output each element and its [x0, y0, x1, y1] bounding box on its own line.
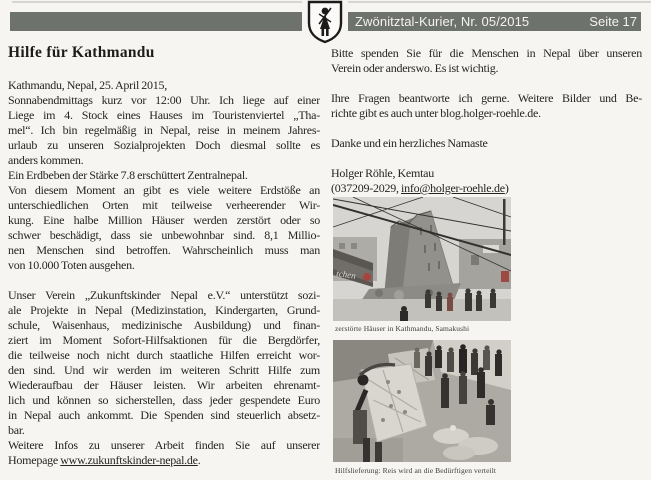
contact-phone: (037209-2029,	[331, 181, 401, 195]
left-column	[8, 44, 320, 468]
text-line: ziert im Moment Sofort-Hilfsaktionen für die Bergdörfer,	[8, 333, 320, 347]
homepage-suffix: .	[197, 453, 201, 467]
text-line: Sonnabendmittags kurz vor 12:00 Uhr. Ich liege auf einer	[8, 93, 320, 107]
signature-line: Holger Röhle, Kemtau	[331, 166, 434, 180]
text-line: richte gibt es auch unter blog.holger-roehle.de.	[331, 106, 541, 120]
contact-email-link[interactable]: info@holger-roehle.de	[401, 181, 505, 195]
text-line: schwer beschädigt, dass sie unbewohnbar sind. 8,1 Millio-	[8, 228, 320, 242]
page-number: Seite 17	[589, 14, 637, 29]
text-line: Ein Erdbeben der Stärke 7.8 erschüttert Zentralnepal.	[8, 168, 248, 182]
text-line: mel“. Ich bin regelmäßig in Nepal, reise in meinem Jahres-	[8, 123, 320, 137]
text-line: nen Menschen sind betroffen. Wahrscheinlich muss man	[8, 243, 320, 257]
article-title: Hilfe für Kathmandu	[8, 44, 155, 61]
paragraph-block-fragen	[331, 91, 642, 121]
text-line: ale Projekte in Nepal (Medizinstation, Kindergarten, Grund-	[8, 303, 320, 317]
photo-destroyed-houses	[333, 197, 511, 321]
text-line: anders kommen.	[8, 153, 84, 167]
town-crest-icon	[305, 0, 345, 44]
text-line: lich und können so sicherstellen, dass jeder gespendete Euro	[8, 393, 320, 407]
text-line: Liege im 4. Stock eines Hauses im Touristenviertel „Tha-	[8, 108, 320, 122]
photo-caption-2: Hilfslieferung: Reis wird an die Bedürftigen verteilt	[335, 466, 497, 475]
contact-suffix: )	[504, 181, 509, 195]
text-line: Weitere Infos zu unserer Arbeit finden Sie auf unserer	[8, 438, 320, 452]
paragraph-block-spenden	[331, 46, 642, 76]
text-line: kung. Eine halbe Million Häuser werden zerstört oder so	[8, 213, 320, 227]
svg-text:tchen: tchen	[335, 268, 357, 281]
homepage-line	[8, 453, 320, 468]
newsletter-masthead: Zwönitztal-Kurier, Nr. 05/2015	[355, 14, 530, 29]
text-line: von 10.000 Toten ausgehen.	[8, 258, 135, 272]
right-column	[331, 46, 642, 196]
crest-box	[302, 0, 348, 44]
text-line: Ihre Fragen beantworte ich gerne. Weitere Bilder und Be-	[331, 91, 642, 105]
text-line: Von diesem Moment an gibt es viele weitere Erdstöße an	[8, 183, 320, 197]
text-line: Bitte spenden Sie für die Menschen in Nepal über unseren	[331, 46, 642, 60]
text-line: die teilweise noch nicht durch staatliche Hilfen erreicht wor-	[8, 348, 320, 362]
paragraph-block-verein	[8, 288, 320, 453]
photo-rice-distribution	[333, 340, 511, 462]
homepage-link[interactable]: www.zukunftskinder-nepal.de	[60, 453, 198, 467]
text-line: Wiederaufbau der Häuser leisten. Wir arbeiten ehrenamt-	[8, 378, 320, 392]
text-line: Unser Verein „Zukunftskinder Nepal e.V.“ unterstützt sozi-	[8, 288, 320, 302]
thanks-line: Danke und ein herzliches Namaste	[331, 136, 488, 150]
text-line: Kathmandu, Nepal, 25. April 2015,	[8, 78, 168, 92]
text-line: Verein oder anderswo. Es ist wichtig.	[331, 61, 499, 75]
text-line: bar.	[8, 423, 25, 437]
text-line: schule, Waisenhaus, medizinische Ausbildung) und finan-	[8, 318, 320, 332]
text-line: den sind. Und wir werden im weiteren Schritt Hilfe zum	[8, 363, 320, 377]
photo-caption-1: zerstörte Häuser in Kathmandu, Samakushi	[335, 324, 470, 333]
text-line: in Nepal auch ankommt. Die Spenden sind steuerlich absetz-	[8, 408, 320, 422]
text-line: unterschiedlichen Orten mit teilweise verheerender Wir-	[8, 198, 320, 212]
homepage-prefix: Homepage	[8, 453, 61, 467]
paragraph-block-intro	[8, 78, 320, 273]
contact-line	[331, 181, 642, 196]
text-line: urlaub zu unseren Sozialprojekten Doch diesmal sollte es	[8, 138, 320, 152]
